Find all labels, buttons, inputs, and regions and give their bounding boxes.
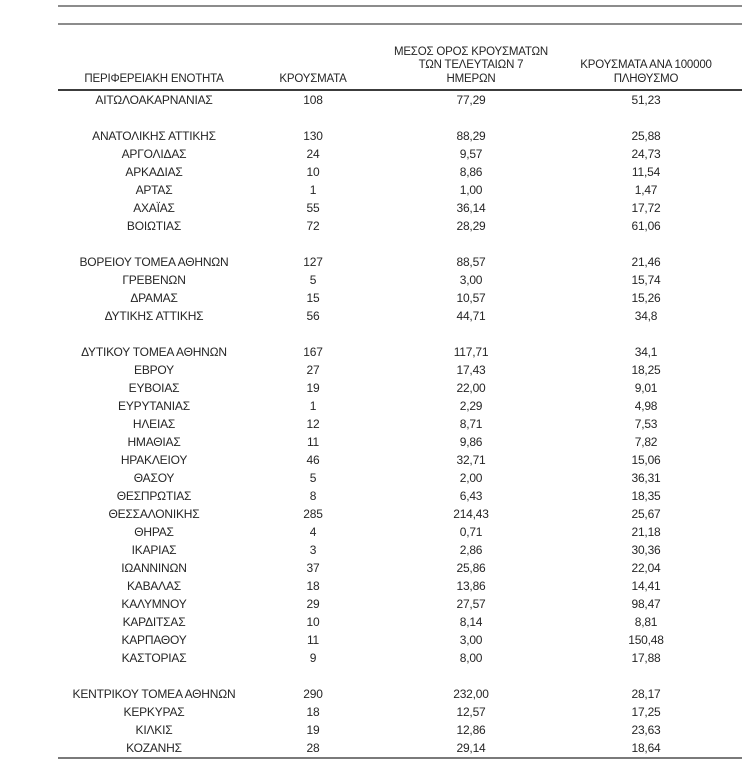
cell-cases: 24 <box>306 147 320 161</box>
cell-7day-average: 8,71 <box>459 417 483 431</box>
cell-spacer <box>726 181 742 199</box>
cell-spacer <box>726 361 742 379</box>
cell-spacer <box>726 469 742 487</box>
header-line: ΗΜΕΡΩΝ <box>446 72 496 85</box>
cell-regional-unit: ΚΙΛΚΙΣ <box>135 723 173 737</box>
cell-regional-unit: ΚΑΒΑΛΑΣ <box>126 579 182 593</box>
cell-regional-unit: ΗΡΑΚΛΕΙΟΥ <box>120 453 188 467</box>
cell-cases: 18 <box>306 705 320 719</box>
table-row <box>58 199 742 217</box>
table-row <box>58 577 742 595</box>
table-row <box>58 487 742 505</box>
cell-7day-average: 3,00 <box>459 273 483 287</box>
cell-cases: 290 <box>303 687 323 701</box>
cell-regional-unit: ΚΑΛΥΜΝΟΥ <box>121 597 187 611</box>
cell-cases-per-100000: 25,67 <box>631 507 661 521</box>
table-row <box>58 559 742 577</box>
cell-spacer <box>726 721 742 739</box>
cell-spacer <box>726 145 742 163</box>
cell-cases-per-100000: 7,53 <box>634 417 658 431</box>
header-cell-cases <box>250 73 376 87</box>
table-row <box>58 217 742 235</box>
cell-cases: 9 <box>309 651 317 665</box>
cell-spacer <box>726 523 742 541</box>
cell-cases: 10 <box>306 615 320 629</box>
cell-regional-unit: ΘΕΣΠΡΩΤΙΑΣ <box>116 489 192 503</box>
cell-cases-per-100000: 18,64 <box>631 741 661 755</box>
header-line: ΚΡΟΥΣΜΑΤΑ ΑΝΑ 100000 <box>580 59 712 71</box>
cell-cases-per-100000: 21,46 <box>631 255 661 269</box>
header-line: ΠΕΡΙΦΕΡΕΙΑΚΗ ΕΝΟΤΗΤΑ <box>84 72 224 85</box>
cell-spacer <box>726 289 742 307</box>
cell-regional-unit: ΗΛΕΙΑΣ <box>132 417 176 431</box>
table-row <box>58 649 742 667</box>
table-row <box>58 451 742 469</box>
cell-cases-per-100000: 150,48 <box>628 633 664 647</box>
cell-spacer <box>726 199 742 217</box>
cell-7day-average: 9,86 <box>459 435 483 449</box>
header-line: ΚΡΟΥΣΜΑΤΑ <box>279 72 347 85</box>
cell-spacer <box>726 127 742 145</box>
cell-regional-unit: ΕΥΒΟΙΑΣ <box>128 381 180 395</box>
cell-7day-average: 117,71 <box>453 345 489 359</box>
table-row <box>58 379 742 397</box>
cell-spacer <box>726 91 742 109</box>
cell-7day-average: 44,71 <box>456 309 486 323</box>
cell-spacer <box>726 343 742 361</box>
cell-7day-average: 8,86 <box>459 165 483 179</box>
cell-regional-unit: ΚΑΣΤΟΡΙΑΣ <box>121 651 187 665</box>
cell-7day-average: 10,57 <box>456 291 486 305</box>
cell-spacer <box>726 649 742 667</box>
header-line: ΤΩΝ ΤΕΛΕΥΤΑΙΩΝ 7 <box>418 59 524 71</box>
cell-cases: 55 <box>306 201 320 215</box>
cell-cases-per-100000: 24,73 <box>631 147 661 161</box>
cell-cases-per-100000: 17,88 <box>631 651 661 665</box>
table-row <box>58 343 742 361</box>
cell-7day-average: 214,43 <box>453 507 489 521</box>
cell-regional-unit: ΙΩΑΝΝΙΝΩΝ <box>121 561 187 575</box>
cell-regional-unit: ΑΝΑΤΟΛΙΚΗΣ ΑΤΤΙΚΗΣ <box>92 129 216 143</box>
cell-regional-unit: ΚΟΖΑΝΗΣ <box>126 741 182 755</box>
cell-7day-average: 88,29 <box>456 129 486 143</box>
cell-7day-average: 3,00 <box>459 633 483 647</box>
cell-cases-per-100000: 15,26 <box>631 291 661 305</box>
cell-cases: 108 <box>303 93 323 107</box>
cell-7day-average: 28,29 <box>456 219 486 233</box>
cell-cases-per-100000: 98,47 <box>631 597 661 611</box>
table-row <box>58 703 742 721</box>
cell-cases: 27 <box>306 363 320 377</box>
table-row <box>58 289 742 307</box>
cell-spacer <box>726 559 742 577</box>
table-row <box>58 307 742 325</box>
cell-regional-unit: ΑΡΚΑΔΙΑΣ <box>125 165 183 179</box>
cell-cases-per-100000: 61,06 <box>631 219 661 233</box>
cell-spacer <box>726 451 742 469</box>
cell-cases: 10 <box>306 165 320 179</box>
table-row <box>58 271 742 289</box>
cell-regional-unit: ΚΕΡΚΥΡΑΣ <box>123 705 185 719</box>
cell-spacer <box>726 253 742 271</box>
cell-cases: 5 <box>309 273 317 287</box>
table-row <box>58 397 742 415</box>
table-row <box>58 181 742 199</box>
cell-spacer <box>726 307 742 325</box>
cell-spacer <box>726 433 742 451</box>
cell-regional-unit: ΘΗΡΑΣ <box>134 525 174 539</box>
cell-spacer <box>726 397 742 415</box>
group-spacer <box>58 667 742 685</box>
cell-7day-average: 17,43 <box>456 363 486 377</box>
cell-spacer <box>726 541 742 559</box>
table-header-row <box>58 30 742 91</box>
cell-regional-unit: ΒΟΙΩΤΙΑΣ <box>126 219 182 233</box>
table-body <box>58 91 742 759</box>
header-cell-7day-average <box>376 46 566 87</box>
cell-regional-unit: ΘΕΣΣΑΛΟΝΙΚΗΣ <box>108 507 200 521</box>
table-row <box>58 127 742 145</box>
cell-7day-average: 8,14 <box>459 615 483 629</box>
cell-cases-per-100000: 23,63 <box>631 723 661 737</box>
table-row <box>58 505 742 523</box>
cell-spacer <box>726 685 742 703</box>
cell-cases-per-100000: 36,31 <box>631 471 661 485</box>
cell-spacer <box>726 595 742 613</box>
cell-cases: 130 <box>303 129 323 143</box>
header-line: ΠΛΗΘΥΣΜΟ <box>613 72 679 85</box>
cell-spacer <box>726 415 742 433</box>
cell-7day-average: 22,00 <box>456 381 486 395</box>
table-row <box>58 613 742 631</box>
cell-cases: 18 <box>306 579 320 593</box>
cell-cases-per-100000: 34,8 <box>634 309 658 323</box>
cell-regional-unit: ΓΡΕΒΕΝΩΝ <box>122 273 186 287</box>
cell-spacer <box>726 271 742 289</box>
cell-regional-unit: ΚΑΡΔΙΤΣΑΣ <box>122 615 186 629</box>
cell-spacer <box>726 505 742 523</box>
cell-cases-per-100000: 9,01 <box>634 381 658 395</box>
cell-cases: 5 <box>309 471 317 485</box>
cell-regional-unit: ΑΡΤΑΣ <box>135 183 173 197</box>
cell-cases: 72 <box>306 219 320 233</box>
cell-cases: 46 <box>306 453 320 467</box>
cell-regional-unit: ΕΥΡΥΤΑΝΙΑΣ <box>118 399 190 413</box>
group-spacer <box>58 235 742 253</box>
table-row <box>58 739 742 757</box>
cell-regional-unit: ΔΡΑΜΑΣ <box>130 291 178 305</box>
cell-cases-per-100000: 11,54 <box>631 165 661 179</box>
table-row <box>58 145 742 163</box>
table-row <box>58 595 742 613</box>
cell-cases: 8 <box>309 489 317 503</box>
cell-7day-average: 2,00 <box>459 471 483 485</box>
cell-cases-per-100000: 17,72 <box>631 201 661 215</box>
cell-regional-unit: ΚΕΝΤΡΙΚΟΥ ΤΟΜΕΑ ΑΘΗΝΩΝ <box>72 687 236 701</box>
cell-cases: 4 <box>309 525 317 539</box>
cell-cases: 15 <box>306 291 320 305</box>
cell-7day-average: 88,57 <box>456 255 486 269</box>
cell-cases-per-100000: 8,81 <box>634 615 658 629</box>
cell-7day-average: 29,14 <box>456 741 486 755</box>
cell-cases: 11 <box>306 435 320 449</box>
cell-spacer <box>726 487 742 505</box>
cell-regional-unit: ΕΒΡΟΥ <box>134 363 174 377</box>
cell-cases: 285 <box>303 507 323 521</box>
cell-regional-unit: ΑΙΤΩΛΟΑΚΑΡΝΑΝΙΑΣ <box>95 93 213 107</box>
cell-spacer <box>726 217 742 235</box>
cell-7day-average: 32,71 <box>456 453 486 467</box>
cell-cases-per-100000: 15,06 <box>631 453 661 467</box>
cell-cases: 37 <box>306 561 320 575</box>
table-row <box>58 361 742 379</box>
cell-cases: 19 <box>306 723 320 737</box>
cell-cases-per-100000: 14,41 <box>631 579 661 593</box>
cell-7day-average: 77,29 <box>456 93 486 107</box>
cell-regional-unit: ΑΧΑΪΑΣ <box>133 201 175 215</box>
cell-cases-per-100000: 22,04 <box>631 561 661 575</box>
cell-7day-average: 8,00 <box>459 651 483 665</box>
cell-cases: 127 <box>303 255 323 269</box>
cell-regional-unit: ΚΑΡΠΑΘΟΥ <box>121 633 187 647</box>
cell-cases-per-100000: 15,74 <box>631 273 661 287</box>
cell-cases-per-100000: 28,17 <box>631 687 661 701</box>
table-row <box>58 253 742 271</box>
cell-regional-unit: ΔΥΤΙΚΗΣ ΑΤΤΙΚΗΣ <box>104 309 204 323</box>
cell-cases: 19 <box>306 381 320 395</box>
cell-cases-per-100000: 18,35 <box>631 489 661 503</box>
cell-cases-per-100000: 25,88 <box>631 129 661 143</box>
cell-cases: 12 <box>306 417 320 431</box>
cell-7day-average: 12,86 <box>456 723 486 737</box>
cell-7day-average: 2,86 <box>459 543 483 557</box>
cell-spacer <box>726 163 742 181</box>
cell-cases: 3 <box>309 543 317 557</box>
cell-regional-unit: ΔΥΤΙΚΟΥ ΤΟΜΕΑ ΑΘΗΝΩΝ <box>81 345 227 359</box>
cell-cases-per-100000: 30,36 <box>631 543 661 557</box>
header-cell-cases-per-100000 <box>566 59 726 86</box>
cell-cases-per-100000: 34,1 <box>634 345 658 359</box>
cell-7day-average: 36,14 <box>456 201 486 215</box>
table-row <box>58 415 742 433</box>
cell-7day-average: 9,57 <box>459 147 483 161</box>
cell-cases-per-100000: 21,18 <box>631 525 661 539</box>
cell-spacer <box>726 379 742 397</box>
cell-7day-average: 27,57 <box>456 597 486 611</box>
cell-spacer <box>726 631 742 649</box>
cell-cases: 56 <box>306 309 320 323</box>
group-spacer <box>58 325 742 343</box>
cell-regional-unit: ΗΜΑΘΙΑΣ <box>127 435 181 449</box>
cell-cases: 1 <box>309 183 317 197</box>
cell-regional-unit: ΑΡΓΟΛΙΔΑΣ <box>121 147 187 161</box>
table-row <box>58 721 742 739</box>
table-row <box>58 685 742 703</box>
cell-cases-per-100000: 1,47 <box>634 183 658 197</box>
cell-spacer <box>726 703 742 721</box>
cell-spacer <box>726 613 742 631</box>
cell-cases-per-100000: 4,98 <box>634 399 658 413</box>
cell-spacer <box>726 739 742 757</box>
table-row <box>58 433 742 451</box>
cell-regional-unit: ΘΑΣΟΥ <box>133 471 175 485</box>
cell-7day-average: 1,00 <box>459 183 483 197</box>
table-row <box>58 541 742 559</box>
cell-cases-per-100000: 7,82 <box>634 435 658 449</box>
table-row <box>58 469 742 487</box>
cell-7day-average: 2,29 <box>459 399 483 413</box>
cell-regional-unit: ΒΟΡΕΙΟΥ ΤΟΜΕΑ ΑΘΗΝΩΝ <box>79 255 229 269</box>
cell-cases: 29 <box>306 597 320 611</box>
cell-7day-average: 6,43 <box>459 489 483 503</box>
cell-cases-per-100000: 17,25 <box>631 705 661 719</box>
group-spacer <box>58 109 742 127</box>
header-cell-regional-unit <box>58 73 250 87</box>
cell-cases: 11 <box>306 633 320 647</box>
cell-7day-average: 0,71 <box>459 525 483 539</box>
table-row <box>58 523 742 541</box>
top-rule-1 <box>58 5 742 7</box>
table-row <box>58 631 742 649</box>
cell-cases-per-100000: 18,25 <box>631 363 661 377</box>
cell-cases: 167 <box>303 345 323 359</box>
cell-regional-unit: ΙΚΑΡΙΑΣ <box>131 543 177 557</box>
cell-7day-average: 13,86 <box>456 579 486 593</box>
cases-by-regional-unit-table <box>58 30 742 759</box>
header-line: ΜΕΣΟΣ ΟΡΟΣ ΚΡΟΥΣΜΑΤΩΝ <box>393 45 549 58</box>
cell-spacer <box>726 577 742 595</box>
cell-7day-average: 25,86 <box>456 561 486 575</box>
cell-cases: 28 <box>306 741 320 755</box>
table-row <box>58 91 742 109</box>
table-row <box>58 163 742 181</box>
cell-7day-average: 12,57 <box>456 705 486 719</box>
cell-7day-average: 232,00 <box>453 687 489 701</box>
top-rule-2 <box>58 23 742 25</box>
cell-cases-per-100000: 51,23 <box>631 93 661 107</box>
cell-cases: 1 <box>309 399 317 413</box>
